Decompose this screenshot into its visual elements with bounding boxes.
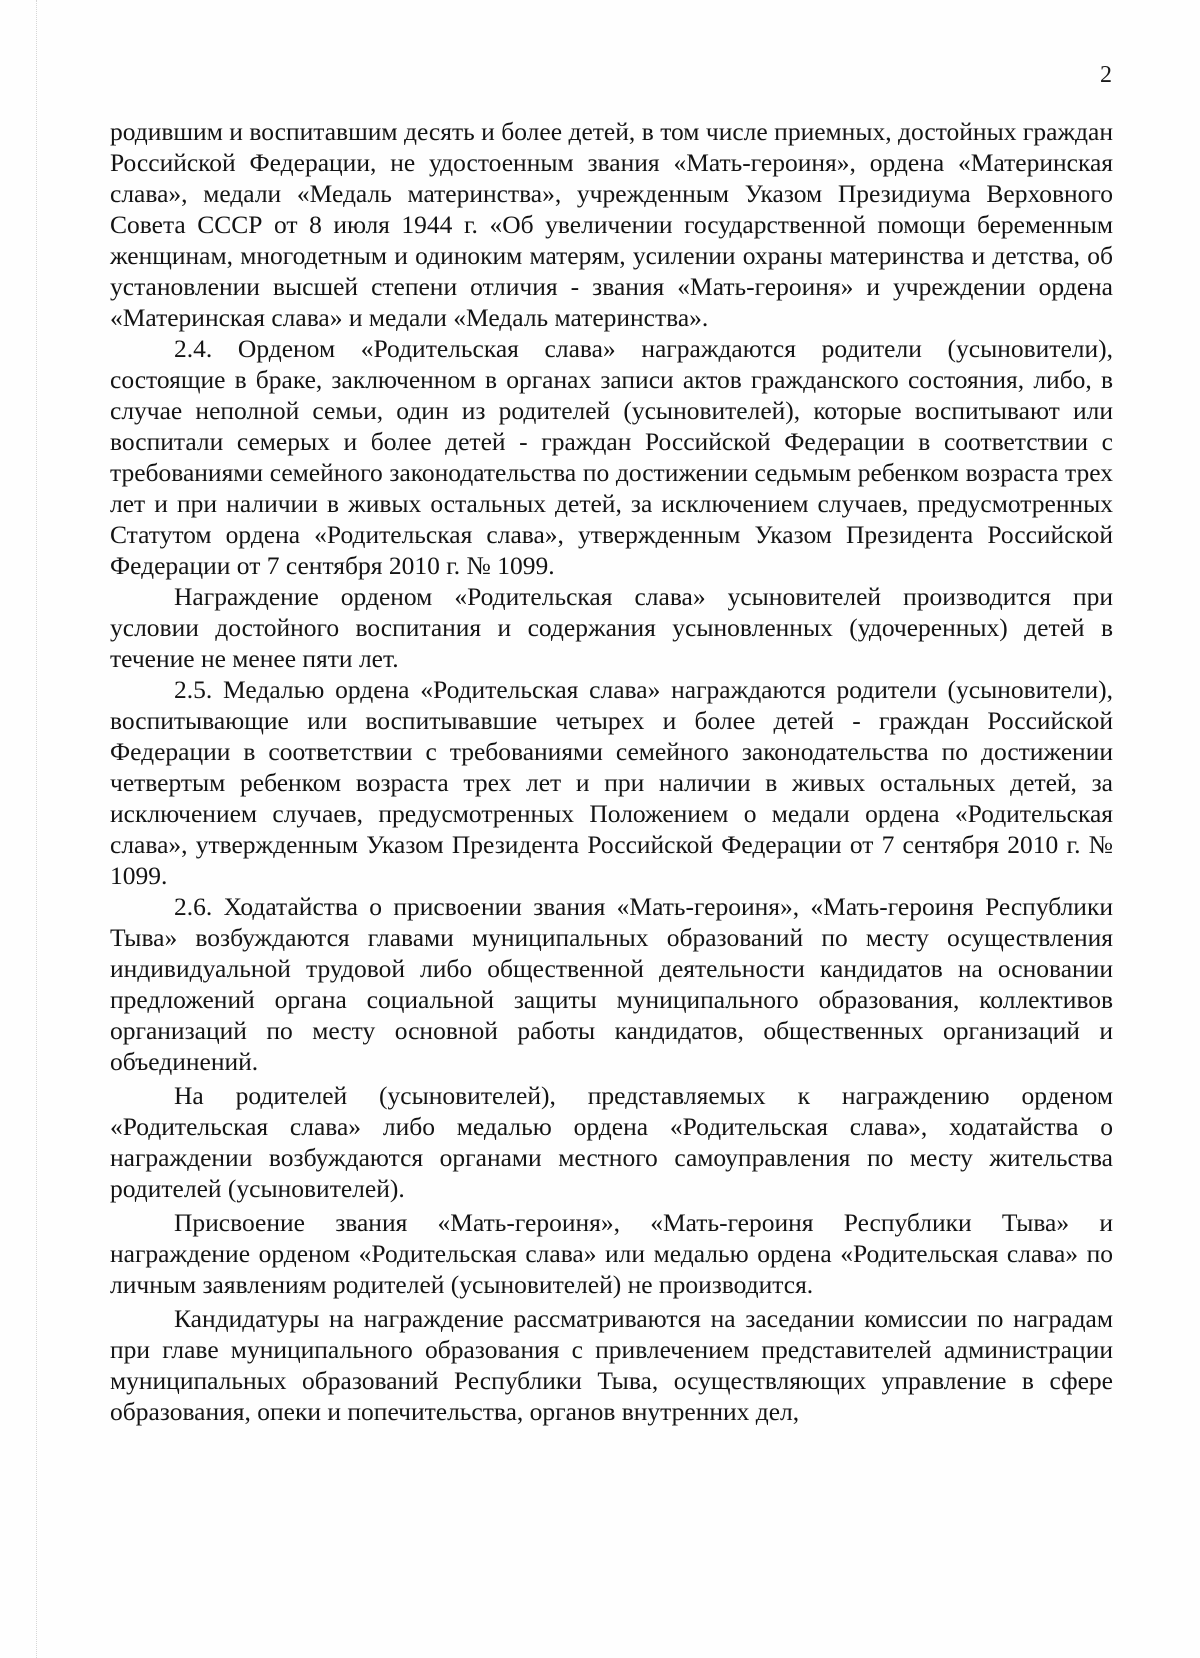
page-number: 2	[1100, 62, 1112, 88]
paragraph-2-5: 2.5. Медалью ордена «Родительская слава» награждаются родители (усыновители), воспитывающие или воспитывавшие четырех и более детей - граждан Российской Федерации в соответствии с требованиями семейного законодательства по достижении четвертым ребенком возраста трех лет и при наличии в живых остальных детей, за исключением случаев, предусмотренных Положением о медали ордена «Родительская слава», утвержденным Указом Президента Российской Федерации от 7 сентября 2010 г. № 1099.	[110, 675, 1113, 890]
paragraph-2-6-parents: На родителей (усыновителей), представляемых к награждению орденом «Родительская слава» либо медалью ордена «Родительская слава», ходатайства о награждении возбуждаются органами местного самоуправления по месту жительства родителей (усыновителей).	[110, 1081, 1113, 1203]
paragraph-2-6: 2.6. Ходатайства о присвоении звания «Мать-героиня», «Мать-героиня Республики Тыва» возбуждаются главами муниципальных образований по месту осуществления индивидуальной трудовой либо общественной деятельности кандидатов на основании предложений органа социальной защиты муниципального образования, коллективов организаций по месту основной работы кандидатов, общественных организаций и объединений.	[110, 892, 1113, 1076]
paragraph-2-6-personal: Присвоение звания «Мать-героиня», «Мать-героиня Республики Тыва» и награждение орденом «Родительская слава» или медалью ордена «Родительская слава» по личным заявлениям родителей (усыновителей) не производится.	[110, 1208, 1113, 1299]
paragraph-2-4: 2.4. Орденом «Родительская слава» награждаются родители (усыновители), состоящие в браке, заключенном в органах записи актов гражданского состояния, либо, в случае неполной семьи, один из родителей (усыновителей), которые воспитывают или воспитали семерых и более детей - граждан Российской Федерации в соответствии с требованиями семейного законодательства по достижении седьмым ребенком возраста трех лет и при наличии в живых остальных детей, за исключением случаев, предусмотренных Статутом ордена «Родительская слава», утвержденным Указом Президента Российской Федерации от 7 сентября 2010 г. № 1099.	[110, 334, 1113, 580]
document-body	[110, 116, 1113, 1427]
scan-edge-line	[36, 0, 37, 1658]
paragraph-2-6-commission: Кандидатуры на награждение рассматриваются на заседании комиссии по наградам при главе муниципального образования с привлечением представителей администрации муниципальных образований Республики Тыва, осуществляющих управление в сфере образования, опеки и попечительства, органов внутренних дел,	[110, 1304, 1113, 1426]
paragraph-2-4-adoption: Награждение орденом «Родительская слава» усыновителей производится при условии достойного воспитания и содержания усыновленных (удочеренных) детей в течение не менее пяти лет.	[110, 582, 1113, 673]
paragraph-continuation: родившим и воспитавшим десять и более детей, в том числе приемных, достойных граждан Российской Федерации, не удостоенным звания «Мать-героиня», ордена «Материнская слава», медали «Медаль материнства», учрежденным Указом Президиума Верховного Совета СССР от 8 июля 1944 г. «Об увеличении государственной помощи беременным женщинам, многодетным и одиноким матерям, усилении охраны материнства и детства, об установлении высшей степени отличия - звания «Мать-героиня» и учреждении ордена «Материнская слава» и медали «Медаль материнства».	[110, 117, 1113, 332]
